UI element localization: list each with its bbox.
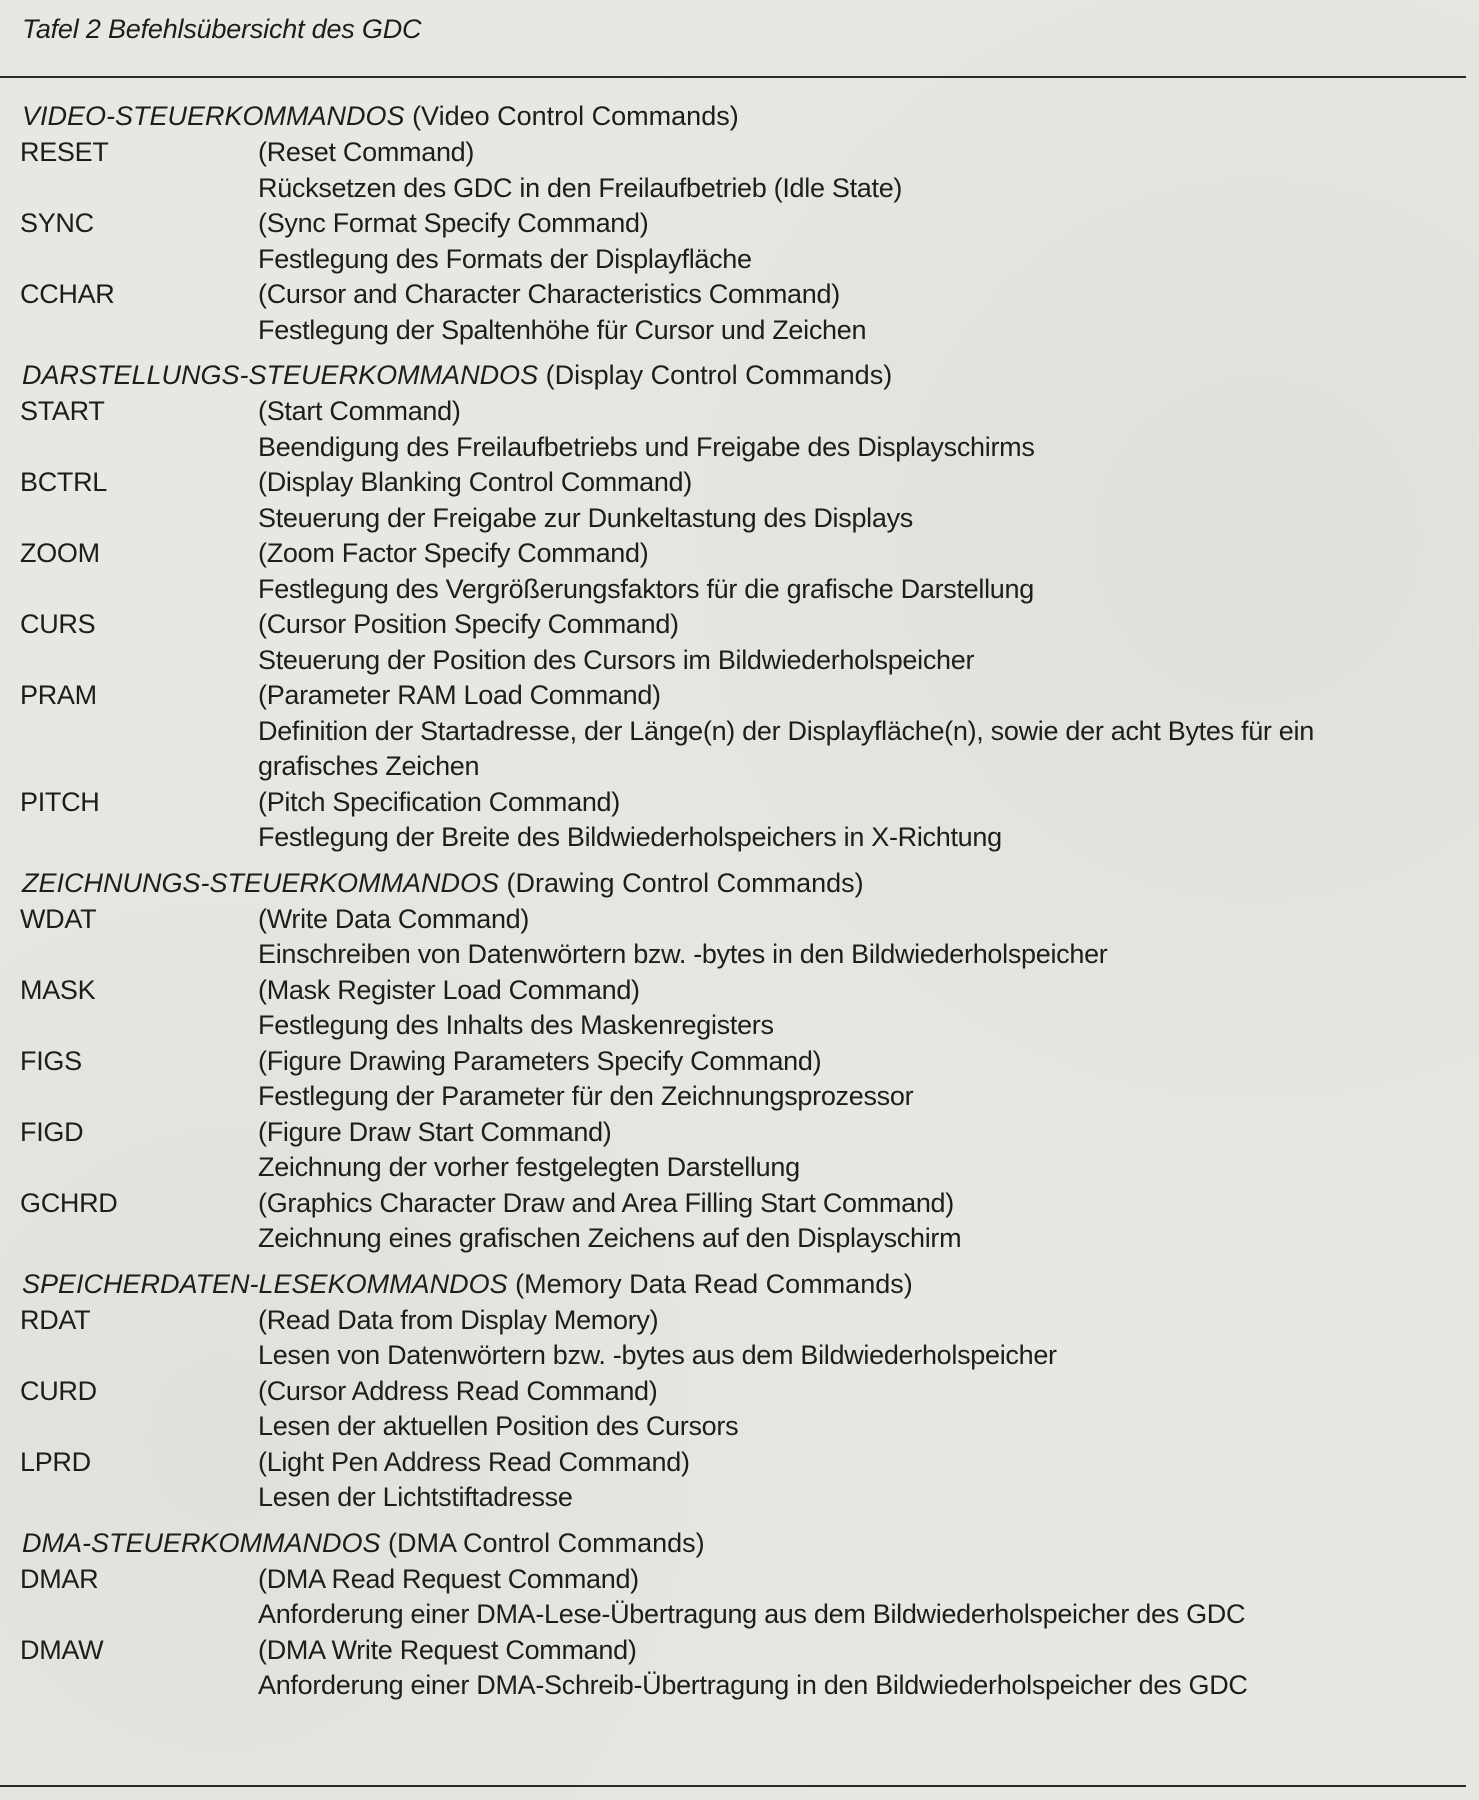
command-english-name: (Reset Command) <box>258 137 475 167</box>
command-row <box>0 465 1479 536</box>
command-description: Festlegung der Breite des Bildwiederholspeichers in X-Richtung <box>258 822 1002 852</box>
command-section <box>0 865 1479 1257</box>
command-row <box>0 1445 1479 1516</box>
command-body <box>258 277 1428 348</box>
command-code: PITCH <box>20 786 100 817</box>
command-description: Anforderung einer DMA-Schreib-Übertragung in den Bildwiederholspeicher des GDC <box>258 1670 1248 1700</box>
command-code: CCHAR <box>20 279 115 309</box>
section-heading <box>0 865 1479 902</box>
command-row <box>0 1186 1479 1257</box>
command-description: Lesen der Lichtstiftadresse <box>258 1482 573 1512</box>
command-row <box>0 206 1479 277</box>
command-description: Steuerung der Freigabe zur Dunkeltastung des Displays <box>258 502 913 533</box>
section-heading <box>0 98 1479 135</box>
command-english-name: (Start Command) <box>258 396 461 426</box>
bottom-rule <box>0 1785 1466 1787</box>
command-row <box>0 785 1479 856</box>
command-english-name: (Cursor and Character Characteristics Command) <box>258 279 840 309</box>
command-code: PRAM <box>20 680 97 710</box>
command-description: Festlegung der Spaltenhöhe für Cursor und Zeichen <box>258 314 867 345</box>
command-code: CURD <box>20 1375 97 1406</box>
command-code: FIGS <box>20 1045 82 1076</box>
command-code: ZOOM <box>20 538 100 568</box>
command-code: RDAT <box>20 1304 91 1335</box>
section-heading-english: (Display Control Commands) <box>545 360 893 390</box>
command-english-name: (Display Blanking Control Command) <box>258 467 692 497</box>
command-code: FIGD <box>20 1116 84 1147</box>
command-row <box>0 277 1479 348</box>
command-body <box>258 785 1428 856</box>
command-code: RESET <box>20 137 109 167</box>
command-description: Zeichnung eines grafischen Zeichens auf den Displayschirm <box>258 1223 962 1253</box>
command-english-name: (Cursor Address Read Command) <box>258 1375 658 1406</box>
command-row <box>0 1115 1479 1186</box>
command-body <box>258 1115 1428 1186</box>
command-row <box>0 536 1479 607</box>
command-description: Festlegung des Vergrößerungsfaktors für die grafische Darstellung <box>258 573 1034 604</box>
command-english-name: (Light Pen Address Read Command) <box>258 1446 690 1477</box>
command-body <box>258 1445 1428 1516</box>
command-code: START <box>20 396 105 426</box>
command-row <box>0 1374 1479 1445</box>
table-title: Tafel 2 Befehlsübersicht des GDC <box>22 14 422 44</box>
command-english-name: (DMA Write Request Command) <box>258 1634 637 1665</box>
top-rule <box>0 76 1466 78</box>
command-english-name: (Graphics Character Draw and Area Filling Start Command) <box>258 1187 954 1218</box>
command-row <box>0 1633 1479 1704</box>
command-body <box>258 1186 1428 1257</box>
command-description: Lesen der aktuellen Position des Cursors <box>258 1411 739 1441</box>
section-heading-german: VIDEO-STEUERKOMMANDOS <box>22 101 405 131</box>
command-body <box>258 1044 1428 1115</box>
command-english-name: (Cursor Position Specify Command) <box>258 609 679 639</box>
command-body <box>258 973 1428 1044</box>
command-section <box>0 1266 1479 1516</box>
command-description: Festlegung des Formats der Displayfläche <box>258 243 752 274</box>
command-code: GCHRD <box>20 1187 118 1218</box>
command-code: BCTRL <box>20 467 108 497</box>
command-code: MASK <box>20 974 96 1005</box>
command-row <box>0 1044 1479 1115</box>
command-body <box>258 1374 1428 1445</box>
section-heading-english: (Memory Data Read Commands) <box>515 1268 913 1299</box>
command-body <box>258 607 1428 678</box>
command-description: Festlegung des Inhalts des Maskenregisters <box>258 1010 774 1040</box>
command-english-name: (DMA Read Request Command) <box>258 1563 639 1594</box>
command-section <box>0 357 1479 856</box>
command-description: Beendigung des Freilaufbetriebs und Freigabe des Displayschirms <box>258 431 1035 462</box>
command-description: Anforderung einer DMA-Lese-Übertragung aus dem Bildwiederholspeicher des GDC <box>258 1599 1246 1629</box>
command-row <box>0 678 1479 785</box>
command-row <box>0 902 1479 973</box>
command-body <box>258 1562 1428 1633</box>
section-heading-german: SPEICHERDATEN-LESEKOMMANDOS <box>22 1268 508 1299</box>
section-heading-english: (Video Control Commands) <box>412 101 739 131</box>
command-code: WDAT <box>20 903 97 934</box>
command-row <box>0 394 1479 465</box>
command-description: Festlegung der Parameter für den Zeichnungsprozessor <box>258 1081 914 1111</box>
command-description: Zeichnung der vorher festgelegten Darstellung <box>258 1152 800 1182</box>
command-description: Rücksetzen des GDC in den Freilaufbetrieb (Idle State) <box>258 172 903 203</box>
command-body <box>258 394 1428 465</box>
command-english-name: (Parameter RAM Load Command) <box>258 680 661 710</box>
command-table <box>0 98 1479 1704</box>
command-english-name: (Zoom Factor Specify Command) <box>258 538 649 568</box>
command-code: DMAR <box>20 1563 99 1594</box>
command-english-name: (Sync Format Specify Command) <box>258 208 649 238</box>
command-english-name: (Figure Draw Start Command) <box>258 1116 612 1147</box>
command-body <box>258 902 1428 973</box>
command-row <box>0 1303 1479 1374</box>
command-description: Lesen von Datenwörtern bzw. -bytes aus dem Bildwiederholspeicher <box>258 1340 1057 1370</box>
command-body <box>258 206 1428 277</box>
command-row <box>0 1562 1479 1633</box>
command-english-name: (Figure Drawing Parameters Specify Command) <box>258 1045 822 1076</box>
command-row <box>0 973 1479 1044</box>
command-english-name: (Pitch Specification Command) <box>258 786 620 817</box>
section-heading-english: (Drawing Control Commands) <box>506 867 864 898</box>
command-body <box>258 536 1428 607</box>
command-code: DMAW <box>20 1634 104 1665</box>
section-heading-german: ZEICHNUNGS-STEUERKOMMANDOS <box>22 867 500 898</box>
command-body <box>258 135 1428 206</box>
command-description: Einschreiben von Datenwörtern bzw. -bytes in den Bildwiederholspeicher <box>258 939 1108 969</box>
section-heading <box>0 1525 1479 1562</box>
command-body <box>258 678 1428 785</box>
command-english-name: (Read Data from Display Memory) <box>258 1304 659 1335</box>
command-body <box>258 1303 1428 1374</box>
command-code: CURS <box>20 609 96 639</box>
section-heading <box>0 1266 1479 1303</box>
command-description: Steuerung der Position des Cursors im Bildwiederholspeicher <box>258 644 975 675</box>
command-code: LPRD <box>20 1446 91 1477</box>
command-english-name: (Mask Register Load Command) <box>258 974 640 1005</box>
command-body <box>258 465 1428 536</box>
section-heading-german: DMA-STEUERKOMMANDOS <box>22 1527 381 1558</box>
section-heading-english: (DMA Control Commands) <box>388 1527 705 1558</box>
command-english-name: (Write Data Command) <box>258 903 530 934</box>
section-heading <box>0 357 1479 394</box>
command-code: SYNC <box>20 208 94 238</box>
command-body <box>258 1633 1428 1704</box>
command-row <box>0 135 1479 206</box>
command-description: Definition der Startadresse, der Länge(n) der Displayfläche(n), sowie der acht Bytes für ein grafisches Zeichen <box>258 715 1314 781</box>
command-row <box>0 607 1479 678</box>
command-section <box>0 1525 1479 1704</box>
section-heading-german: DARSTELLUNGS-STEUERKOMMANDOS <box>22 360 539 390</box>
command-section <box>0 98 1479 348</box>
